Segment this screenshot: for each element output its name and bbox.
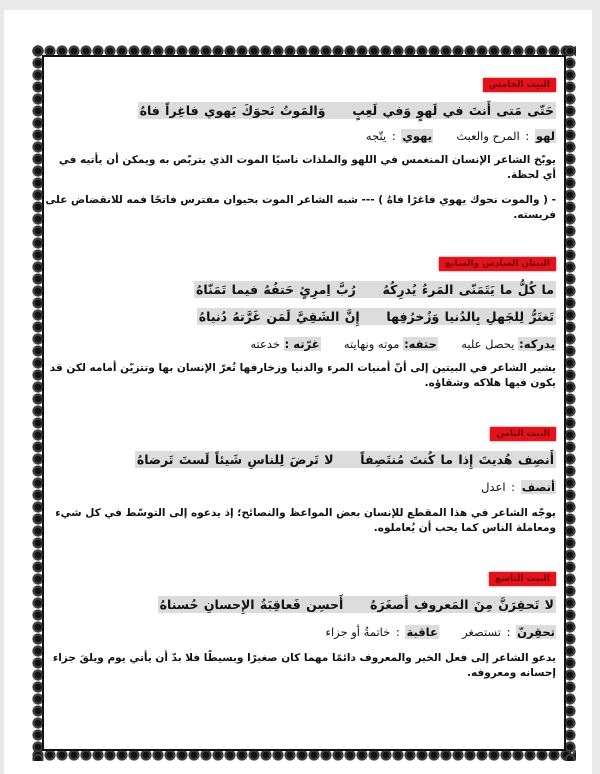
vocab-term: تحقِرنّ (517, 625, 555, 639)
section-label: البيت التاسع (489, 572, 556, 586)
poem-verse: لا تَحقِرَنَّ مِنَ المَعروفِ أَصغَرَهُ أَحسِن فَعاقِبَةُ الإِحسانِ حُسناهُ (159, 597, 554, 612)
explanation-paragraph: يوبّخ الشاعر الإنسان المنغمس في اللهو والملذات ناسيًا الموت الذي يتربّص به ويمكن أن يأتيه في أي لحظة. (58, 154, 556, 181)
explanation-paragraph: يدعو الشاعر إلى فعل الخير والمعروف دائمًا مهما كان صغيرًا وبسيطًا فلا بدّ أن يأتي يوم ويلقَ جزاء إحسانه ومعروفه. (52, 652, 556, 679)
vocab-term: يهوي (402, 129, 433, 143)
vocab-meaning: اعدل (481, 480, 506, 494)
section-verse-9 (44, 566, 556, 681)
section-label: البيت الخامس (483, 78, 556, 92)
vocab-meaning: خدعته (250, 337, 280, 351)
vocab-term: يدركه: (519, 337, 555, 351)
vocab-term: عاقبة (406, 625, 438, 639)
vocab-meaning: يحصل عليه (461, 337, 515, 351)
vocabulary-line (44, 337, 556, 351)
vocab-meaning: يتّجه (365, 129, 387, 143)
vocab-term: حتفه: (404, 337, 437, 351)
vocab-term: أنصف (521, 480, 555, 494)
vocab-meaning: تستصغر (462, 625, 501, 639)
explanation-paragraph: - ( والموت نحوك يهوي فاغرًا فاهُ ) --- شبه الشاعر الموت بحيوان مفترس فاتحًا فمه للانقضاض على فريسته. (45, 194, 556, 221)
section-verse-5 (44, 72, 556, 223)
poem-verse: أَنصِف هُديتَ إِذا ما كُنتَ مُنتَصِفاً لا تَرضَ لِلناسِ شَيئاً لَستَ تَرضاهُ (136, 452, 554, 467)
section-label: البيتان السادس والسابع (439, 257, 556, 271)
vocabulary-line: أنصف : اعدل (481, 480, 555, 494)
section-verse-8 (44, 421, 556, 536)
poem-verse: حَتّى مَتى أَنتَ في لَهوٍ وَفي لَعِبٍ وَالمَوتُ نَحوَكَ يَهوي فاغِراً فاهُ (139, 103, 554, 118)
poem-verse: تَغتَرُّ لِلجَهلِ بِالدُنيا وَزُخرُفِها إِنَّ الشَقِيَّ لَمَن غَرَّتهُ دُنياهُ (198, 309, 554, 324)
explanation-paragraph: يوجّه الشاعر في هذا المقطع للإنسان بعض المواعظ والنصائح؛ إذ يدعوه إلى التوسّط في كل شيء ومعاملة الناس كما يحب أن يُعاملوه. (55, 507, 556, 534)
explanation-paragraph: يشير الشاعر في البيتين إلى أنّ أمنيات المرء والدنيا وزخارفها تُغرّ الإنسان بها وتتزيّن أمامه لكن قد يكون فيها هلاكه وشقاؤه. (49, 362, 556, 389)
document-content (44, 70, 556, 681)
vocab-meaning: موته ونهايته (343, 337, 400, 351)
vocabulary-line: لهو : المرح والعبث يهوي : يتّجه (365, 129, 555, 143)
vocab-term: لهو (535, 129, 555, 143)
vocab-meaning: خاتمةُ أو جزاء (325, 625, 391, 639)
section-verses-6-7 (44, 251, 556, 391)
vocab-term: غرّته : (284, 337, 320, 351)
vocabulary-line: تحقِرنّ : تستصغر عاقبة : خاتمةُ أو جزاء (325, 625, 555, 639)
vocab-meaning: المرح والعبث (456, 129, 520, 143)
section-label: البيت الثامن (490, 427, 556, 441)
poem-verse: ما كُلُّ ما يَتَمَنّى المَرءُ يُدرِكُهُ رُبَّ اِمرِئٍ حَتفُهُ فيما تَمَنّاهُ (196, 282, 554, 297)
